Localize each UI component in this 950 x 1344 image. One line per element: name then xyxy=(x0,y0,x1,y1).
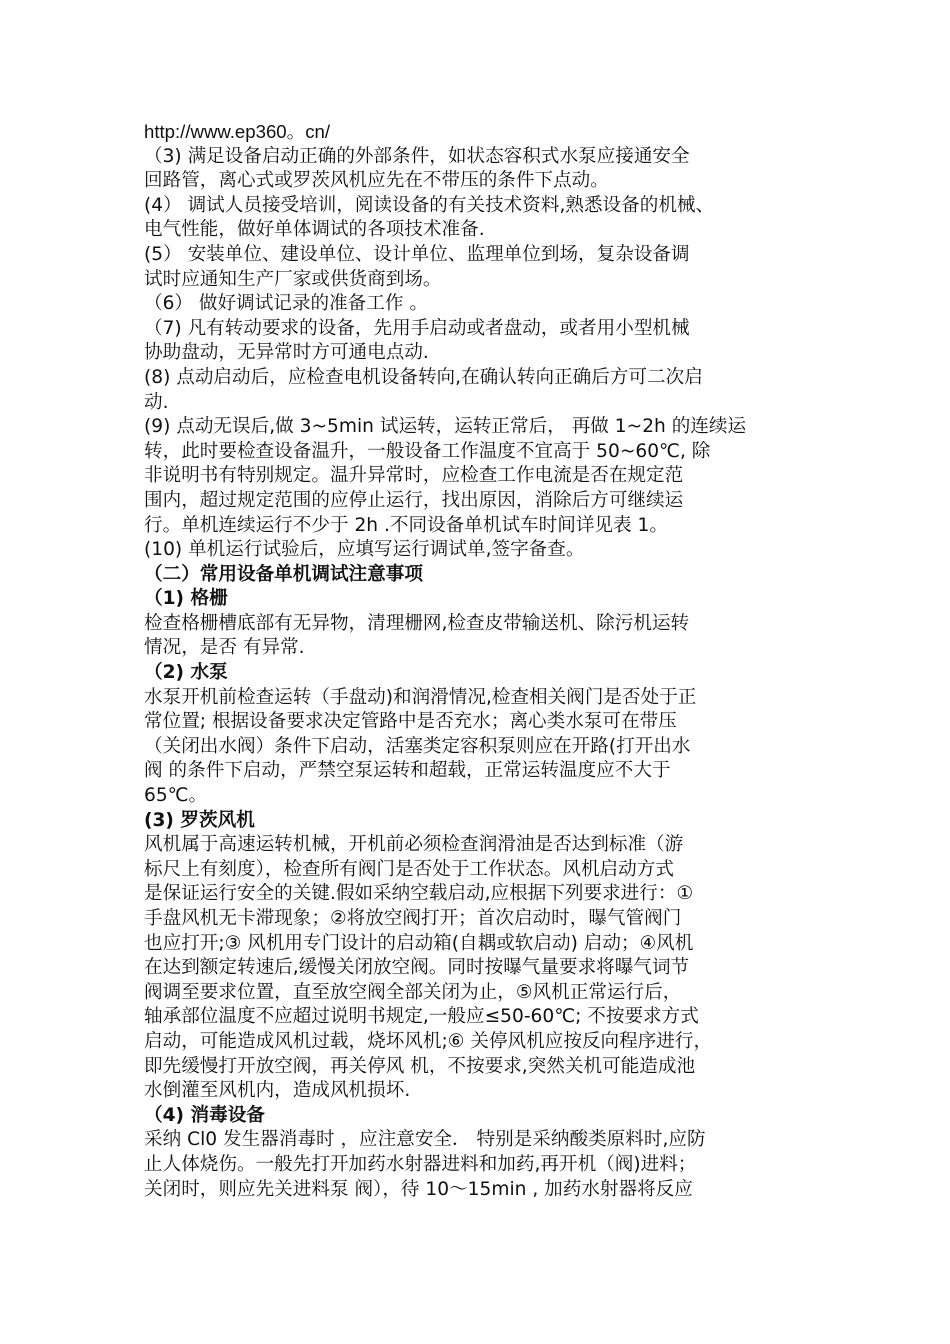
body-text-line: 转，此时要检查设备温升，一般设备工作温度不宜高于 50~60℃, 除 xyxy=(144,440,711,462)
body-text-line: 风机属于高速运转机械，开机前必须检查润滑油是否达到标准（游 xyxy=(144,834,684,856)
section-heading: （4) 消毒设备 xyxy=(144,1104,265,1126)
body-text-line: 65℃。 xyxy=(144,785,208,807)
body-text-line: 采纳 Cl0 发生器消毒时 ，应注意安全． 特别是采纳酸类原料时,应防 xyxy=(144,1129,706,1151)
body-text-line: 水泵开机前检查运转（手盘动)和润滑情况,检查相关阀门是否处于正 xyxy=(144,686,697,708)
body-text-line: 也应打开;③ 风机用专门设计的启动箱(自耦或软启动) 启动；④风机 xyxy=(144,932,694,954)
section-heading: （1) 格栅 xyxy=(144,588,228,610)
body-text-line: 标尺上有刻度），检查所有阀门是否处于工作状态。风机启动方式 xyxy=(144,858,674,880)
body-text-line: 是保证运行安全的关键.假如采纳空载启动,应根据下列要求进行：① xyxy=(144,883,694,905)
body-text-line: 水倒灌至风机内，造成风机损坏. xyxy=(144,1080,411,1102)
body-text-line: 止人体烧伤。一般先打开加药水射器进料和加药,再开机（阀)进料； xyxy=(144,1153,697,1175)
body-text-line: 关闭时，则应先关进料泵 阀），待 10～15min , 加药水射器将反应 xyxy=(144,1178,693,1200)
body-text-line: 阀 的条件下启动，严禁空泵运转和超载，正常运转温度应不大于 xyxy=(144,760,671,782)
body-text-line: 阀调至要求位置，直至放空阀全部关闭为止，⑤风机正常运行后， xyxy=(144,981,682,1003)
body-text-line: 轴承部位温度不应超过说明书规定,一般应≤50-60℃; 不按要求方式 xyxy=(144,1006,699,1028)
body-text-line: (5） 安装单位、建设单位、设计单位、监理单位到场，复杂设备调 xyxy=(144,243,690,265)
section-heading: （2) 水泵 xyxy=(144,662,228,684)
section-heading: （二）常用设备单机调试注意事项 xyxy=(144,563,423,585)
body-text-line: 检查格栅槽底部有无异物，清理栅网,检查皮带输送机、除污机运转 xyxy=(144,612,690,634)
body-text-line: （6） 做好调试记录的准备工作 。 xyxy=(144,293,428,315)
body-text-line: 启动，可能造成风机过载，烧坏风机;⑥ 关停风机应按反向程序进行， xyxy=(144,1030,713,1052)
body-text-line: （7) 凡有转动要求的设备，先用手启动或者盘动，或者用小型机械 xyxy=(144,317,690,339)
body-text-line: (4） 调试人员接受培训，阅读设备的有关技术资料,熟悉设备的机械、 xyxy=(144,194,715,216)
body-text-line: 非说明书有特别规定。温升异常时，应检查工作电流是否在规定范 xyxy=(144,465,684,487)
body-text-line: 在达到额定转速后,缓慢关闭放空阀。同时按曝气量要求将曝气词节 xyxy=(144,957,690,979)
body-text-line: （3) 满足设备启动正确的外部条件，如状态容积式水泵应接通安全 xyxy=(144,145,690,167)
body-text-line: 动. xyxy=(144,391,169,413)
document-page xyxy=(144,120,816,1202)
body-text-line: 行。单机连续运行不少于 2h .不同设备单机试车时间详见表 1。 xyxy=(144,514,668,536)
body-text-line: (9) 点动无误后,做 3~5min 试运转，运转正常后， 再做 1~2h 的连续运 xyxy=(144,416,747,438)
body-text-line: 协助盘动，无异常时方可通电点动. xyxy=(144,342,429,364)
body-text-line: 试时应通知生产厂家或供货商到场。 xyxy=(144,268,442,290)
body-text-line: (8) 点动启动后，应检查电机设备转向,在确认转向正确后方可二次启 xyxy=(144,366,703,388)
body-text-line: 回路管，离心式或罗茨风机应先在不带压的条件下点动。 xyxy=(144,170,609,192)
body-text-line: 手盘风机无卡滞现象；②将放空阀打开；首次启动时，曝气管阀门 xyxy=(144,908,682,929)
body-text-line: 常位置; 根据设备要求决定管路中是否充水；离心类水泵可在带压 xyxy=(144,711,677,733)
body-text-line: （关闭出水阀）条件下启动，活塞类定容积泵则应在开路(打开出水 xyxy=(144,735,691,757)
section-heading: (3) 罗茨风机 xyxy=(144,809,255,831)
body-text-line: (10) 单机运行试验后，应填写运行调试单,签字备查。 xyxy=(144,539,585,561)
body-text-line: 即先缓慢打开放空阀，再关停风 机，不按要求,突然关机可能造成池 xyxy=(144,1055,696,1077)
body-text-line: 电气性能，做好单体调试的各项技术准备. xyxy=(144,219,485,241)
body-text-line: 情况，是否 有异常. xyxy=(144,637,305,659)
source-url: http://www.ep360。cn/ xyxy=(144,121,331,142)
body-text-line: 围内，超过规定范围的应停止运行，找出原因，消除后方可继续运 xyxy=(144,489,684,511)
